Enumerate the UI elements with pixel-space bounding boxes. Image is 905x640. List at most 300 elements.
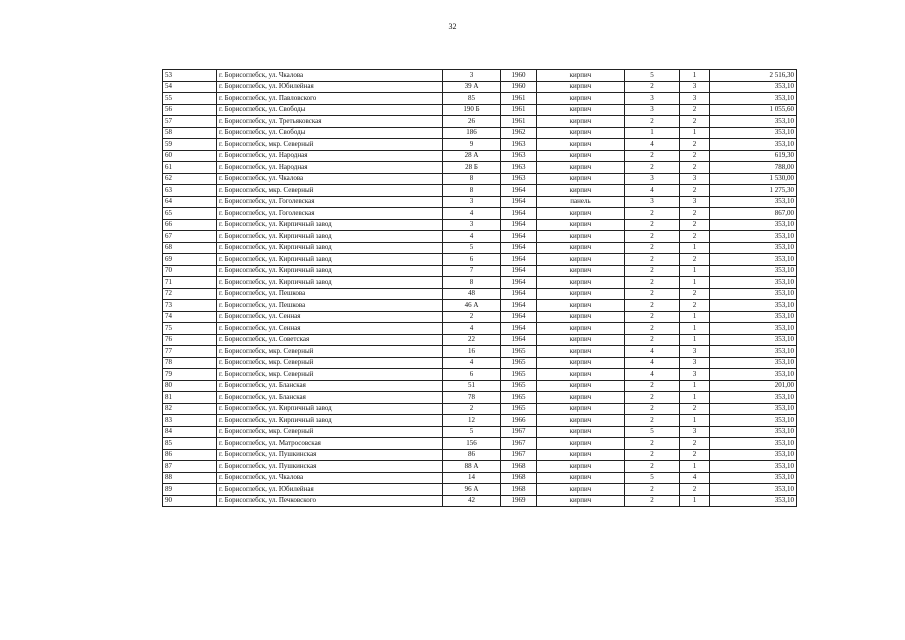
floors-cell: 4 <box>625 369 680 381</box>
year-cell: 1965 <box>501 369 537 381</box>
address-cell: г. Борисоглебск, ул. Юбилейная <box>217 484 443 496</box>
floors-cell: 3 <box>625 93 680 105</box>
floors-cell: 2 <box>625 300 680 312</box>
floors-cell: 2 <box>625 495 680 507</box>
material-cell: кирпич <box>537 173 625 185</box>
table-row <box>163 185 797 197</box>
house-number-cell: 96 А <box>443 484 501 496</box>
entrances-cell: 1 <box>680 265 710 277</box>
row-number: 72 <box>163 288 217 300</box>
entrances-cell: 1 <box>680 380 710 392</box>
address-cell: г. Борисоглебск, ул. Матросовская <box>217 438 443 450</box>
year-cell: 1961 <box>501 116 537 128</box>
address-cell: г. Борисоглебск, мкр. Северный <box>217 357 443 369</box>
area-cell: 353,10 <box>710 415 797 427</box>
material-cell: кирпич <box>537 300 625 312</box>
area-cell: 353,10 <box>710 334 797 346</box>
area-cell: 353,10 <box>710 461 797 473</box>
row-number: 90 <box>163 495 217 507</box>
year-cell: 1968 <box>501 484 537 496</box>
year-cell: 1964 <box>501 288 537 300</box>
row-number: 68 <box>163 242 217 254</box>
table-row <box>163 300 797 312</box>
area-cell: 353,10 <box>710 449 797 461</box>
table-row <box>163 288 797 300</box>
row-number: 60 <box>163 150 217 162</box>
material-cell: кирпич <box>537 426 625 438</box>
table-row <box>163 150 797 162</box>
area-cell: 353,10 <box>710 300 797 312</box>
year-cell: 1964 <box>501 277 537 289</box>
floors-cell: 2 <box>625 461 680 473</box>
entrances-cell: 1 <box>680 127 710 139</box>
area-cell: 353,10 <box>710 288 797 300</box>
house-number-cell: 8 <box>443 277 501 289</box>
floors-cell: 2 <box>625 277 680 289</box>
table-row <box>163 70 797 82</box>
entrances-cell: 2 <box>680 162 710 174</box>
row-number: 78 <box>163 357 217 369</box>
table-row <box>163 219 797 231</box>
house-number-cell: 4 <box>443 323 501 335</box>
material-cell: кирпич <box>537 93 625 105</box>
table-row <box>163 208 797 220</box>
row-number: 81 <box>163 392 217 404</box>
floors-cell: 2 <box>625 449 680 461</box>
table-row <box>163 93 797 105</box>
house-number-cell: 26 <box>443 116 501 128</box>
address-cell: г. Борисоглебск, ул. Сенная <box>217 323 443 335</box>
material-cell: кирпич <box>537 242 625 254</box>
row-number: 63 <box>163 185 217 197</box>
area-cell: 353,10 <box>710 484 797 496</box>
area-cell: 201,00 <box>710 380 797 392</box>
row-number: 85 <box>163 438 217 450</box>
table-row <box>163 438 797 450</box>
year-cell: 1964 <box>501 196 537 208</box>
house-number-cell: 28 А <box>443 150 501 162</box>
address-cell: г. Борисоглебск, ул. Народная <box>217 162 443 174</box>
address-cell: г. Борисоглебск, ул. Третьяковская <box>217 116 443 128</box>
house-number-cell: 51 <box>443 380 501 392</box>
material-cell: кирпич <box>537 288 625 300</box>
row-number: 76 <box>163 334 217 346</box>
material-cell: кирпич <box>537 380 625 392</box>
table-row <box>163 196 797 208</box>
material-cell: кирпич <box>537 231 625 243</box>
house-number-cell: 4 <box>443 231 501 243</box>
table-row <box>163 392 797 404</box>
entrances-cell: 1 <box>680 311 710 323</box>
table-row <box>163 116 797 128</box>
table-row <box>163 254 797 266</box>
entrances-cell: 1 <box>680 392 710 404</box>
material-cell: кирпич <box>537 449 625 461</box>
table-row <box>163 334 797 346</box>
floors-cell: 2 <box>625 254 680 266</box>
floors-cell: 2 <box>625 162 680 174</box>
entrances-cell: 2 <box>680 116 710 128</box>
year-cell: 1967 <box>501 449 537 461</box>
floors-cell: 4 <box>625 357 680 369</box>
house-number-cell: 3 <box>443 196 501 208</box>
address-cell: г. Борисоглебск, ул. Пушкинская <box>217 449 443 461</box>
address-cell: г. Борисоглебск, ул. Пушкинская <box>217 461 443 473</box>
floors-cell: 2 <box>625 392 680 404</box>
area-cell: 353,10 <box>710 81 797 93</box>
entrances-cell: 3 <box>680 173 710 185</box>
table-row <box>163 127 797 139</box>
floors-cell: 2 <box>625 219 680 231</box>
material-cell: кирпич <box>537 369 625 381</box>
row-number: 84 <box>163 426 217 438</box>
address-cell: г. Борисоглебск, ул. Юбилейная <box>217 81 443 93</box>
area-cell: 353,10 <box>710 346 797 358</box>
year-cell: 1964 <box>501 185 537 197</box>
material-cell: кирпич <box>537 357 625 369</box>
address-cell: г. Борисоглебск, ул. Свободы <box>217 104 443 116</box>
row-number: 57 <box>163 116 217 128</box>
area-cell: 2 516,30 <box>710 70 797 82</box>
floors-cell: 4 <box>625 185 680 197</box>
table-row <box>163 357 797 369</box>
area-cell: 353,10 <box>710 472 797 484</box>
address-cell: г. Борисоглебск, ул. Чкалова <box>217 173 443 185</box>
entrances-cell: 4 <box>680 472 710 484</box>
area-cell: 353,10 <box>710 219 797 231</box>
page-number: 32 <box>448 22 457 31</box>
table-row <box>163 277 797 289</box>
table-row <box>163 104 797 116</box>
material-cell: панель <box>537 196 625 208</box>
entrances-cell: 3 <box>680 346 710 358</box>
material-cell: кирпич <box>537 484 625 496</box>
floors-cell: 2 <box>625 438 680 450</box>
house-number-cell: 39 А <box>443 81 501 93</box>
floors-cell: 2 <box>625 265 680 277</box>
house-number-cell: 22 <box>443 334 501 346</box>
floors-cell: 2 <box>625 323 680 335</box>
house-number-cell: 48 <box>443 288 501 300</box>
entrances-cell: 1 <box>680 323 710 335</box>
floors-cell: 2 <box>625 116 680 128</box>
entrances-cell: 2 <box>680 300 710 312</box>
row-number: 64 <box>163 196 217 208</box>
material-cell: кирпич <box>537 323 625 335</box>
material-cell: кирпич <box>537 185 625 197</box>
table-row <box>163 495 797 507</box>
address-cell: г. Борисоглебск, ул. Народная <box>217 150 443 162</box>
floors-cell: 2 <box>625 415 680 427</box>
address-cell: г. Борисоглебск, ул. Кирпичный завод <box>217 403 443 415</box>
row-number: 73 <box>163 300 217 312</box>
floors-cell: 2 <box>625 484 680 496</box>
entrances-cell: 2 <box>680 104 710 116</box>
entrances-cell: 2 <box>680 254 710 266</box>
house-number-cell: 3 <box>443 219 501 231</box>
house-number-cell: 8 <box>443 173 501 185</box>
house-number-cell: 86 <box>443 449 501 461</box>
address-cell: г. Борисоглебск, ул. Пешкова <box>217 300 443 312</box>
address-cell: г. Борисоглебск, ул. Чкалова <box>217 70 443 82</box>
housing-table <box>162 69 797 507</box>
floors-cell: 2 <box>625 311 680 323</box>
entrances-cell: 2 <box>680 449 710 461</box>
table-row <box>163 139 797 151</box>
address-cell: г. Борисоглебск, ул. Чкалова <box>217 472 443 484</box>
address-cell: г. Борисоглебск, мкр. Северный <box>217 139 443 151</box>
entrances-cell: 1 <box>680 415 710 427</box>
table-row <box>163 323 797 335</box>
year-cell: 1965 <box>501 380 537 392</box>
table-body <box>163 70 797 507</box>
address-cell: г. Борисоглебск, ул. Сенная <box>217 311 443 323</box>
address-cell: г. Борисоглебск, ул. Пешкова <box>217 288 443 300</box>
table-row <box>163 81 797 93</box>
year-cell: 1965 <box>501 346 537 358</box>
table-row <box>163 162 797 174</box>
address-cell: г. Борисоглебск, ул. Кирпичный завод <box>217 254 443 266</box>
year-cell: 1964 <box>501 311 537 323</box>
row-number: 88 <box>163 472 217 484</box>
floors-cell: 1 <box>625 127 680 139</box>
material-cell: кирпич <box>537 219 625 231</box>
row-number: 53 <box>163 70 217 82</box>
floors-cell: 4 <box>625 346 680 358</box>
address-cell: г. Борисоглебск, мкр. Северный <box>217 185 443 197</box>
address-cell: г. Борисоглебск, ул. Гоголевская <box>217 196 443 208</box>
material-cell: кирпич <box>537 104 625 116</box>
area-cell: 1 530,00 <box>710 173 797 185</box>
entrances-cell: 3 <box>680 369 710 381</box>
row-number: 86 <box>163 449 217 461</box>
entrances-cell: 3 <box>680 357 710 369</box>
entrances-cell: 1 <box>680 461 710 473</box>
table-row <box>163 173 797 185</box>
area-cell: 353,10 <box>710 254 797 266</box>
table-row <box>163 484 797 496</box>
area-cell: 353,10 <box>710 116 797 128</box>
entrances-cell: 2 <box>680 208 710 220</box>
row-number: 62 <box>163 173 217 185</box>
area-cell: 353,10 <box>710 438 797 450</box>
entrances-cell: 1 <box>680 70 710 82</box>
entrances-cell: 1 <box>680 277 710 289</box>
house-number-cell: 85 <box>443 93 501 105</box>
house-number-cell: 3 <box>443 70 501 82</box>
row-number: 59 <box>163 139 217 151</box>
row-number: 55 <box>163 93 217 105</box>
entrances-cell: 3 <box>680 81 710 93</box>
house-number-cell: 7 <box>443 265 501 277</box>
address-cell: г. Борисоглебск, ул. Свободы <box>217 127 443 139</box>
address-cell: г. Борисоглебск, ул. Печковского <box>217 495 443 507</box>
row-number: 71 <box>163 277 217 289</box>
house-number-cell: 6 <box>443 254 501 266</box>
floors-cell: 3 <box>625 173 680 185</box>
material-cell: кирпич <box>537 415 625 427</box>
year-cell: 1965 <box>501 357 537 369</box>
material-cell: кирпич <box>537 403 625 415</box>
area-cell: 353,10 <box>710 265 797 277</box>
entrances-cell: 2 <box>680 484 710 496</box>
house-number-cell: 156 <box>443 438 501 450</box>
year-cell: 1964 <box>501 219 537 231</box>
table-row <box>163 369 797 381</box>
material-cell: кирпич <box>537 150 625 162</box>
area-cell: 1 275,30 <box>710 185 797 197</box>
house-number-cell: 46 А <box>443 300 501 312</box>
year-cell: 1964 <box>501 208 537 220</box>
year-cell: 1962 <box>501 127 537 139</box>
entrances-cell: 2 <box>680 150 710 162</box>
area-cell: 788,00 <box>710 162 797 174</box>
area-cell: 353,10 <box>710 196 797 208</box>
row-number: 79 <box>163 369 217 381</box>
floors-cell: 2 <box>625 150 680 162</box>
address-cell: г. Борисоглебск, мкр. Северный <box>217 426 443 438</box>
material-cell: кирпич <box>537 208 625 220</box>
house-number-cell: 8 <box>443 185 501 197</box>
material-cell: кирпич <box>537 162 625 174</box>
house-number-cell: 14 <box>443 472 501 484</box>
table-row <box>163 426 797 438</box>
material-cell: кирпич <box>537 127 625 139</box>
year-cell: 1965 <box>501 403 537 415</box>
row-number: 54 <box>163 81 217 93</box>
year-cell: 1964 <box>501 334 537 346</box>
row-number: 89 <box>163 484 217 496</box>
area-cell: 867,00 <box>710 208 797 220</box>
table-row <box>163 231 797 243</box>
area-cell: 353,10 <box>710 369 797 381</box>
floors-cell: 3 <box>625 104 680 116</box>
table-row <box>163 403 797 415</box>
year-cell: 1967 <box>501 426 537 438</box>
material-cell: кирпич <box>537 277 625 289</box>
table-row <box>163 380 797 392</box>
entrances-cell: 1 <box>680 495 710 507</box>
area-cell: 353,10 <box>710 403 797 415</box>
house-number-cell: 4 <box>443 208 501 220</box>
table-row <box>163 415 797 427</box>
year-cell: 1961 <box>501 93 537 105</box>
entrances-cell: 2 <box>680 438 710 450</box>
year-cell: 1963 <box>501 139 537 151</box>
area-cell: 353,10 <box>710 311 797 323</box>
entrances-cell: 1 <box>680 334 710 346</box>
address-cell: г. Борисоглебск, ул. Бланская <box>217 380 443 392</box>
material-cell: кирпич <box>537 139 625 151</box>
year-cell: 1968 <box>501 472 537 484</box>
row-number: 58 <box>163 127 217 139</box>
entrances-cell: 2 <box>680 403 710 415</box>
address-cell: г. Борисоглебск, ул. Кирпичный завод <box>217 231 443 243</box>
year-cell: 1964 <box>501 265 537 277</box>
area-cell: 353,10 <box>710 127 797 139</box>
area-cell: 353,10 <box>710 139 797 151</box>
house-number-cell: 190 Б <box>443 104 501 116</box>
entrances-cell: 3 <box>680 426 710 438</box>
year-cell: 1964 <box>501 323 537 335</box>
address-cell: г. Борисоглебск, ул. Кирпичный завод <box>217 277 443 289</box>
area-cell: 353,10 <box>710 277 797 289</box>
area-cell: 353,10 <box>710 242 797 254</box>
row-number: 80 <box>163 380 217 392</box>
row-number: 67 <box>163 231 217 243</box>
house-number-cell: 16 <box>443 346 501 358</box>
address-cell: г. Борисоглебск, ул. Кирпичный завод <box>217 265 443 277</box>
table-row <box>163 472 797 484</box>
entrances-cell: 2 <box>680 139 710 151</box>
address-cell: г. Борисоглебск, ул. Кирпичный завод <box>217 242 443 254</box>
material-cell: кирпич <box>537 461 625 473</box>
row-number: 75 <box>163 323 217 335</box>
material-cell: кирпич <box>537 81 625 93</box>
area-cell: 353,10 <box>710 231 797 243</box>
address-cell: г. Борисоглебск, ул. Советская <box>217 334 443 346</box>
area-cell: 353,10 <box>710 426 797 438</box>
address-cell: г. Борисоглебск, мкр. Северный <box>217 369 443 381</box>
year-cell: 1960 <box>501 81 537 93</box>
floors-cell: 2 <box>625 81 680 93</box>
house-number-cell: 6 <box>443 369 501 381</box>
material-cell: кирпич <box>537 265 625 277</box>
area-cell: 353,10 <box>710 495 797 507</box>
material-cell: кирпич <box>537 392 625 404</box>
area-cell: 353,10 <box>710 323 797 335</box>
entrances-cell: 2 <box>680 231 710 243</box>
floors-cell: 2 <box>625 334 680 346</box>
house-number-cell: 5 <box>443 426 501 438</box>
floors-cell: 2 <box>625 288 680 300</box>
house-number-cell: 78 <box>443 392 501 404</box>
area-cell: 353,10 <box>710 392 797 404</box>
address-cell: г. Борисоглебск, ул. Кирпичный завод <box>217 415 443 427</box>
area-cell: 619,30 <box>710 150 797 162</box>
entrances-cell: 2 <box>680 185 710 197</box>
floors-cell: 5 <box>625 426 680 438</box>
house-number-cell: 42 <box>443 495 501 507</box>
floors-cell: 2 <box>625 380 680 392</box>
row-number: 61 <box>163 162 217 174</box>
year-cell: 1966 <box>501 415 537 427</box>
floors-cell: 4 <box>625 139 680 151</box>
entrances-cell: 1 <box>680 242 710 254</box>
year-cell: 1964 <box>501 231 537 243</box>
row-number: 83 <box>163 415 217 427</box>
table-row <box>163 449 797 461</box>
entrances-cell: 3 <box>680 196 710 208</box>
address-cell: г. Борисоглебск, мкр. Северный <box>217 346 443 358</box>
address-cell: г. Борисоглебск, ул. Гоголевская <box>217 208 443 220</box>
house-number-cell: 2 <box>443 403 501 415</box>
year-cell: 1967 <box>501 438 537 450</box>
material-cell: кирпич <box>537 254 625 266</box>
table-row <box>163 346 797 358</box>
row-number: 70 <box>163 265 217 277</box>
material-cell: кирпич <box>537 311 625 323</box>
row-number: 56 <box>163 104 217 116</box>
material-cell: кирпич <box>537 334 625 346</box>
house-number-cell: 5 <box>443 242 501 254</box>
year-cell: 1961 <box>501 104 537 116</box>
year-cell: 1969 <box>501 495 537 507</box>
table-row <box>163 242 797 254</box>
year-cell: 1964 <box>501 242 537 254</box>
area-cell: 353,10 <box>710 93 797 105</box>
house-number-cell: 28 Б <box>443 162 501 174</box>
